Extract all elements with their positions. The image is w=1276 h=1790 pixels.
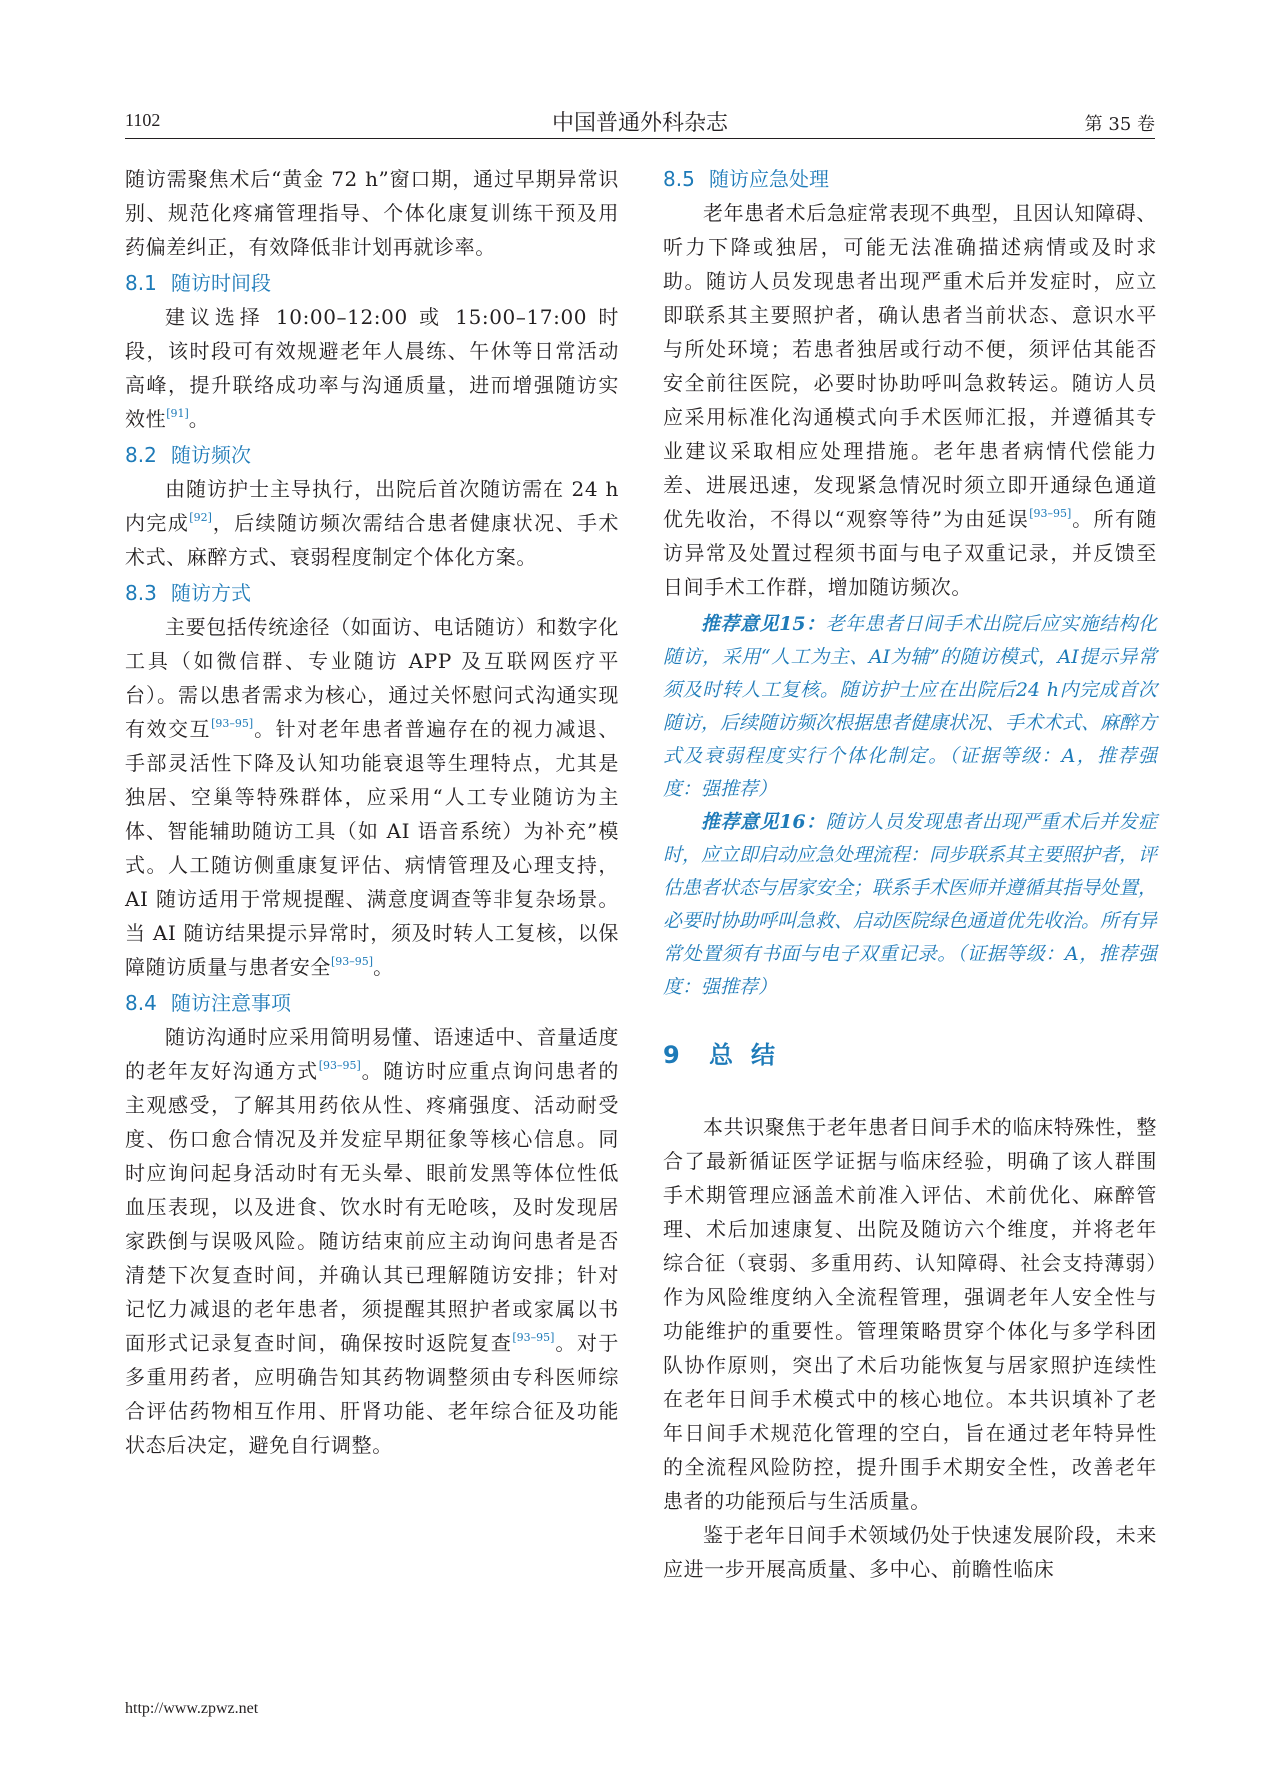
citation[interactable]: [92] [189,511,212,524]
citation[interactable]: [93–95] [318,1059,361,1072]
citation[interactable]: [93–95] [331,955,374,968]
section-8-1-paragraph: 建议选择 10:00–12:00 或 15:00–17:00 时段，该时段可有效规避老年人晨练、午休等日常活动高峰，提升联络成功率与沟通质量，进而增强随访实效性[91]。 [125,305,619,431]
intro-paragraph: 随访需聚焦术后“黄金 72 h”窗口期，通过早期异常识别、规范化疼痛管理指导、个体化康复训练干预及用药偏差纠正，有效降低非计划再就诊率。 [125,167,619,259]
citation[interactable]: [91] [166,407,189,420]
section-8-4-heading: 8.4 随访注意事项 [125,991,291,1015]
recommendation-16: 推荐意见16：随访人员发现患者出现严重术后并发症时，应立即启动应急处理流程：同步联系其主要照护者，评估患者状态与居家安全；联系手术医师并遵循其指导处置，必要时协助呼叫急救、启动医院绿色通道优先收治。所有异常处置须有书面与电子双重记录。（证据等级：A，推荐强度：强推荐） [663,811,1158,998]
left-column [125,162,619,1462]
section-9-paragraph-2: 鉴于老年日间手术领域仍处于快速发展阶段，未来应进一步开展高质量、多中心、前瞻性临床 [663,1523,1157,1581]
section-8-3-heading: 8.3 随访方式 [125,581,251,605]
citation[interactable]: [93–95] [211,717,254,730]
recommendation-15: 推荐意见15：老年患者日间手术出院后应实施结构化随访，采用“人工为主、AI为辅”的随访模式，AI提示异常须及时转人工复核。随访护士应在出院后24 h内完成首次随访，后续随访频次根据患者健康状况、手术术式、麻醉方式及衰弱程度实行个体化制定。（证据等级：A，推荐强度：强推荐） [663,613,1158,800]
section-8-5-paragraph: 老年患者术后急症常表现不典型，且因认知障碍、听力下降或独居，可能无法准确描述病情或及时求助。随访人员发现患者出现严重术后并发症时，应立即联系其主要照护者，确认患者当前状态、意识水平与所处环境；若患者独居或行动不便，须评估其能否安全前往医院，必要时协助呼叫急救转运。随访人员应采用标准化沟通模式向手术医师汇报，并遵循其专业建议采取相应处理措施。老年患者病情代偿能力差、进展迅速，发现紧急情况时须立即开通绿色通道优先收治，不得以“观察等待”为由延误[93–95]。所有随访异常及处置过程须书面与电子双重记录，并反馈至日间手术工作群，增加随访频次。 [663,201,1158,599]
section-8-3-paragraph: 主要包括传统途径（如面访、电话随访）和数字化工具（如微信群、专业随访 APP 及互联网医疗平台）。需以患者需求为核心，通过关怀慰问式沟通实现有效交互[93–95]。针对老年患者普遍存在的视力减退、手部灵活性下降及认知功能衰退等生理特点，尤其是独居、空巢等特殊群体，应采用“人工专业随访为主体、智能辅助随访工具（如 AI 语音系统）为补充”模式。人工随访侧重康复评估、病情管理及心理支持，AI 随访适用于常规提醒、满意度调查等非复杂场景。当 AI 随访结果提示异常时，须及时转人工复核，以保障随访质量与患者安全[93–95]。 [125,615,620,979]
section-8-4-paragraph: 随访沟通时应采用简明易懂、语速适中、音量适度的老年友好沟通方式[93–95]。随访时应重点询问患者的主观感受，了解其用药依从性、疼痛强度、活动耐受度、伤口愈合情况及并发症早期征象等核心信息。同时应询问起身活动时有无头晕、眼前发黑等体位性低血压表现，以及进食、饮水时有无呛咳，及时发现居家跌倒与误吸风险。随访结束前应主动询问患者是否清楚下次复查时间，并确认其已理解随访安排；针对记忆力减退的老年患者，须提醒其照护者或家属以书面形式记录复查时间，确保按时返院复查[93–95]。对于多重用药者，应明确告知其药物调整须由专科医师综合评估药物相互作用、肝肾功能、老年综合征及功能状态后决定，避免自行调整。 [125,1025,620,1457]
journal-title: 中国普通外科杂志 [551,111,728,136]
citation[interactable]: [93–95] [1029,507,1072,520]
section-8-5-heading: 8.5 随访应急处理 [663,167,829,191]
section-9-paragraph-1: 本共识聚焦于老年患者日间手术的临床特殊性，整合了最新循证医学证据与临床经验，明确了该人群围手术期管理应涵盖术前准入评估、术前优化、麻醉管理、术后加速康复、出院及随访六个维度，并将老年综合征（衰弱、多重用药、认知障碍、社会支持薄弱）作为风险维度纳入全流程管理，强调老年人安全性与功能维护的重要性。管理策略贯穿个体化与多学科团队协作原则，突出了术后功能恢复与居家照护连续性在老年日间手术模式中的核心地位。本共识填补了老年日间手术规范化管理的空白，旨在通过老年特异性的全流程风险防控，提升围手术期安全性，改善老年患者的功能预后与生活质量。 [663,1115,1157,1513]
right-column [663,162,1157,1586]
section-8-2-heading: 8.2 随访频次 [125,443,251,467]
running-header [125,106,1155,139]
citation[interactable]: [93–95] [512,1331,555,1344]
section-8-1-heading: 8.1 随访时间段 [125,271,271,295]
section-8-2-paragraph: 由随访护士主导执行，出院后首次随访需在 24 h 内完成[92]，后续随访频次需结合患者健康状况、手术术式、麻醉方式、衰弱程度制定个体化方案。 [125,477,619,569]
page-number: 1102 [125,110,161,130]
footer-url[interactable]: http://www.zpwz.net [125,1700,259,1717]
section-9-heading: 9 总结 [663,1041,793,1069]
volume-label: 第 35 卷 [1084,114,1155,135]
